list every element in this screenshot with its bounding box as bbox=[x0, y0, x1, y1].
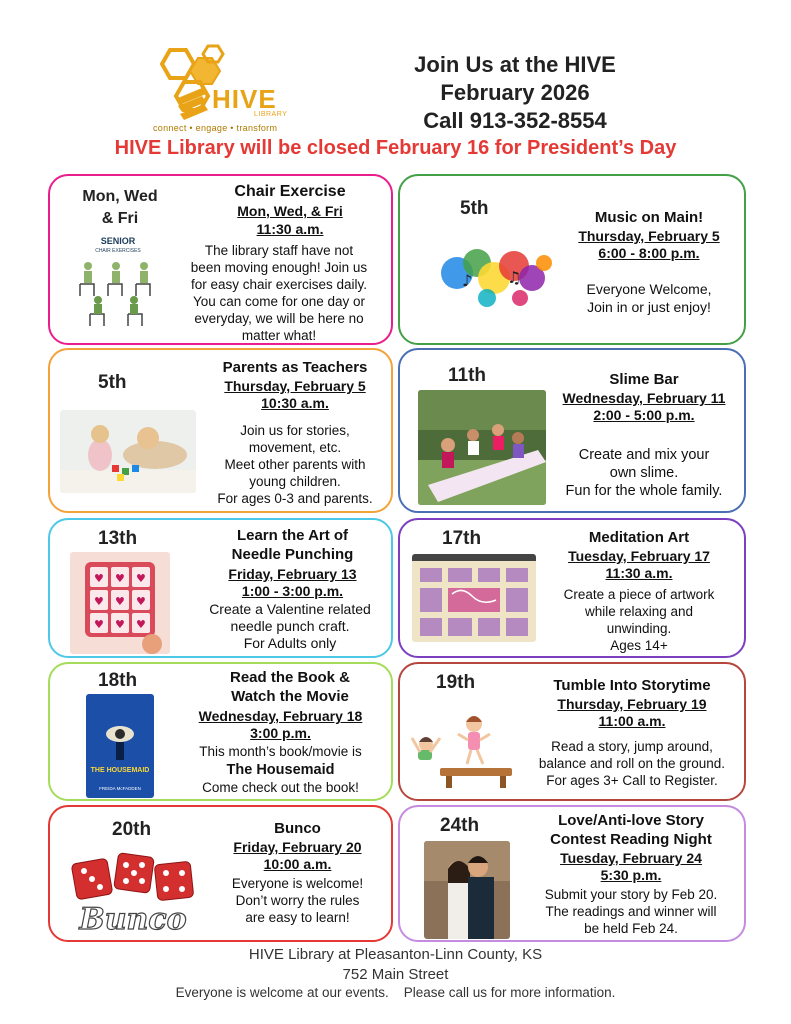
event-description: Submit your story by Feb 20. The readings and winner will be held Feb 24. bbox=[544, 887, 718, 936]
slime-bar-image bbox=[418, 390, 546, 505]
event-days: Mon, Wed, & Fri bbox=[237, 203, 343, 219]
event-card-meditation-art bbox=[398, 518, 746, 658]
event-date-line: Thursday, February 5 bbox=[224, 378, 366, 394]
event-card-bunco bbox=[48, 805, 393, 942]
svg-text:♫: ♫ bbox=[507, 268, 522, 287]
event-date-line: Thursday, February 19 bbox=[557, 696, 707, 712]
svg-text:♥: ♥ bbox=[115, 572, 125, 585]
tumble-kids-image bbox=[402, 700, 518, 795]
svg-text:♥: ♥ bbox=[136, 618, 146, 631]
event-time: 6:00 - 8:00 p.m. bbox=[598, 245, 700, 261]
event-description: Everyone is welcome! Don’t worry the rules are easy to learn! bbox=[231, 876, 364, 925]
event-description: Everyone Welcome, Join in or just enjoy! bbox=[586, 281, 712, 315]
footer-location: HIVE Library at Pleasanton-Linn County, KS bbox=[248, 946, 543, 963]
image-caption-sub: CHAIR EXERCISES bbox=[95, 248, 141, 254]
event-card-read-the-book bbox=[48, 662, 393, 801]
svg-text:♥: ♥ bbox=[94, 618, 104, 631]
svg-text:♪: ♪ bbox=[462, 271, 473, 290]
logo-tagline: connect • engage • transform bbox=[153, 123, 278, 133]
event-description: The library staff have not been moving enough! Join us for easy chair exercises daily. You can come for one day or everyday, we will be here no matter what! bbox=[190, 243, 368, 343]
featured-book: The Housemaid bbox=[226, 762, 335, 778]
closure-notice: HIVE Library will be closed February 16 for President’s Day bbox=[114, 137, 677, 159]
book-cover-image bbox=[86, 694, 154, 798]
event-date-line: Thursday, February 5 bbox=[578, 228, 720, 244]
image-caption: SENIOR bbox=[100, 236, 136, 246]
event-date: Mon, Wed & Fri bbox=[82, 188, 158, 227]
event-title: Tumble Into Storytime bbox=[553, 677, 711, 694]
event-date: 13th bbox=[98, 528, 138, 549]
event-title: Read the Book & Watch the Movie bbox=[229, 669, 350, 705]
chair-exercise-image bbox=[68, 234, 168, 334]
event-description: Create a piece of artwork while relaxing and unwinding. Ages 14+ bbox=[563, 587, 715, 653]
music-splash-image bbox=[432, 228, 558, 323]
needle-punch-image bbox=[70, 552, 170, 654]
event-time: 2:00 - 5:00 p.m. bbox=[593, 407, 695, 423]
event-title: Slime Bar bbox=[609, 371, 679, 388]
svg-text:♥: ♥ bbox=[115, 618, 125, 631]
event-card-slime-bar bbox=[398, 348, 746, 513]
svg-text:♥: ♥ bbox=[94, 595, 104, 608]
header-month: February 2026 bbox=[440, 80, 590, 105]
book-author: FREIDA McFADDEN bbox=[99, 786, 141, 791]
meditation-art-image bbox=[412, 554, 536, 642]
svg-text:♥: ♥ bbox=[94, 572, 104, 585]
couple-image bbox=[424, 841, 510, 939]
svg-text:♥: ♥ bbox=[136, 572, 146, 585]
event-title: Bunco bbox=[274, 820, 321, 837]
event-card-chair-exercise bbox=[48, 174, 393, 345]
event-description bbox=[168, 743, 393, 797]
event-card-music-on-main bbox=[398, 174, 746, 345]
parents-teachers-image bbox=[60, 410, 196, 493]
event-card-parents-as-teachers bbox=[48, 348, 393, 513]
event-title: Music on Main! bbox=[594, 209, 704, 226]
event-title: Love/Anti-love Story Contest Reading Night bbox=[550, 812, 712, 848]
event-date: 17th bbox=[442, 528, 482, 549]
event-time: 11:00 a.m. bbox=[598, 713, 666, 729]
event-date: 20th bbox=[112, 819, 152, 840]
event-date-line: Friday, February 20 bbox=[233, 839, 362, 855]
event-time: 10:30 a.m. bbox=[261, 395, 329, 411]
event-time: 11:30 a.m. bbox=[256, 221, 324, 237]
event-description-intro: This month’s book/movie is bbox=[199, 744, 362, 759]
header-title: Join Us at the HIVE bbox=[414, 52, 616, 77]
event-description: Join us for stories, movement, etc. Meet other parents with young children. For ages 0-3 and parents. bbox=[217, 423, 373, 506]
header-phone: Call 913-352-8554 bbox=[423, 108, 607, 133]
bunco-word: Bunco bbox=[79, 902, 187, 937]
event-date-line: Wednesday, February 18 bbox=[198, 708, 363, 724]
event-description: Create a Valentine related needle punch craft. For Adults only bbox=[209, 601, 371, 651]
logo-sub: LIBRARY bbox=[254, 111, 288, 118]
event-date-line: Tuesday, February 17 bbox=[568, 548, 710, 564]
event-time: 1:00 - 3:00 p.m. bbox=[241, 583, 344, 599]
bunco-dice-image bbox=[68, 847, 198, 939]
event-date: 5th bbox=[98, 372, 127, 393]
event-date: 24th bbox=[440, 815, 480, 836]
event-description-outro: Come check out the book! bbox=[202, 780, 359, 795]
event-description: Read a story, jump around, balance and roll on the ground. For ages 3+ Call to Register. bbox=[538, 739, 726, 788]
event-title: Meditation Art bbox=[588, 529, 690, 546]
svg-text:♥: ♥ bbox=[115, 595, 125, 608]
event-time: 3:00 p.m. bbox=[250, 725, 311, 741]
event-time: 11:30 a.m. bbox=[605, 565, 673, 581]
event-title: Chair Exercise bbox=[234, 183, 346, 200]
svg-text:♥: ♥ bbox=[136, 595, 146, 608]
event-time: 5:30 p.m. bbox=[600, 867, 662, 883]
event-title: Learn the Art of Needle Punching bbox=[231, 527, 354, 563]
event-date: 5th bbox=[460, 198, 489, 219]
event-card-needle-punching bbox=[48, 518, 393, 658]
event-date-line: Wednesday, February 11 bbox=[562, 390, 726, 406]
event-date: 18th bbox=[98, 670, 138, 691]
event-card-love-story-contest bbox=[398, 805, 746, 942]
event-date: 19th bbox=[436, 672, 476, 693]
book-title: THE HOUSEMAID bbox=[90, 767, 150, 774]
event-date: 11th bbox=[448, 365, 487, 386]
footer-note: Everyone is welcome at our events. Please call us for more information. bbox=[175, 985, 616, 1000]
event-time: 10:00 a.m. bbox=[263, 856, 332, 872]
event-title: Parents as Teachers bbox=[222, 359, 368, 376]
event-description: Create and mix your own slime. Fun for the whole family. bbox=[565, 447, 723, 499]
logo-name: HIVE bbox=[212, 84, 277, 114]
event-date-line: Tuesday, February 24 bbox=[560, 850, 702, 866]
event-date-line: Friday, February 13 bbox=[228, 566, 357, 582]
footer-address: 752 Main Street bbox=[342, 966, 449, 983]
event-card-tumble-storytime bbox=[398, 662, 746, 801]
